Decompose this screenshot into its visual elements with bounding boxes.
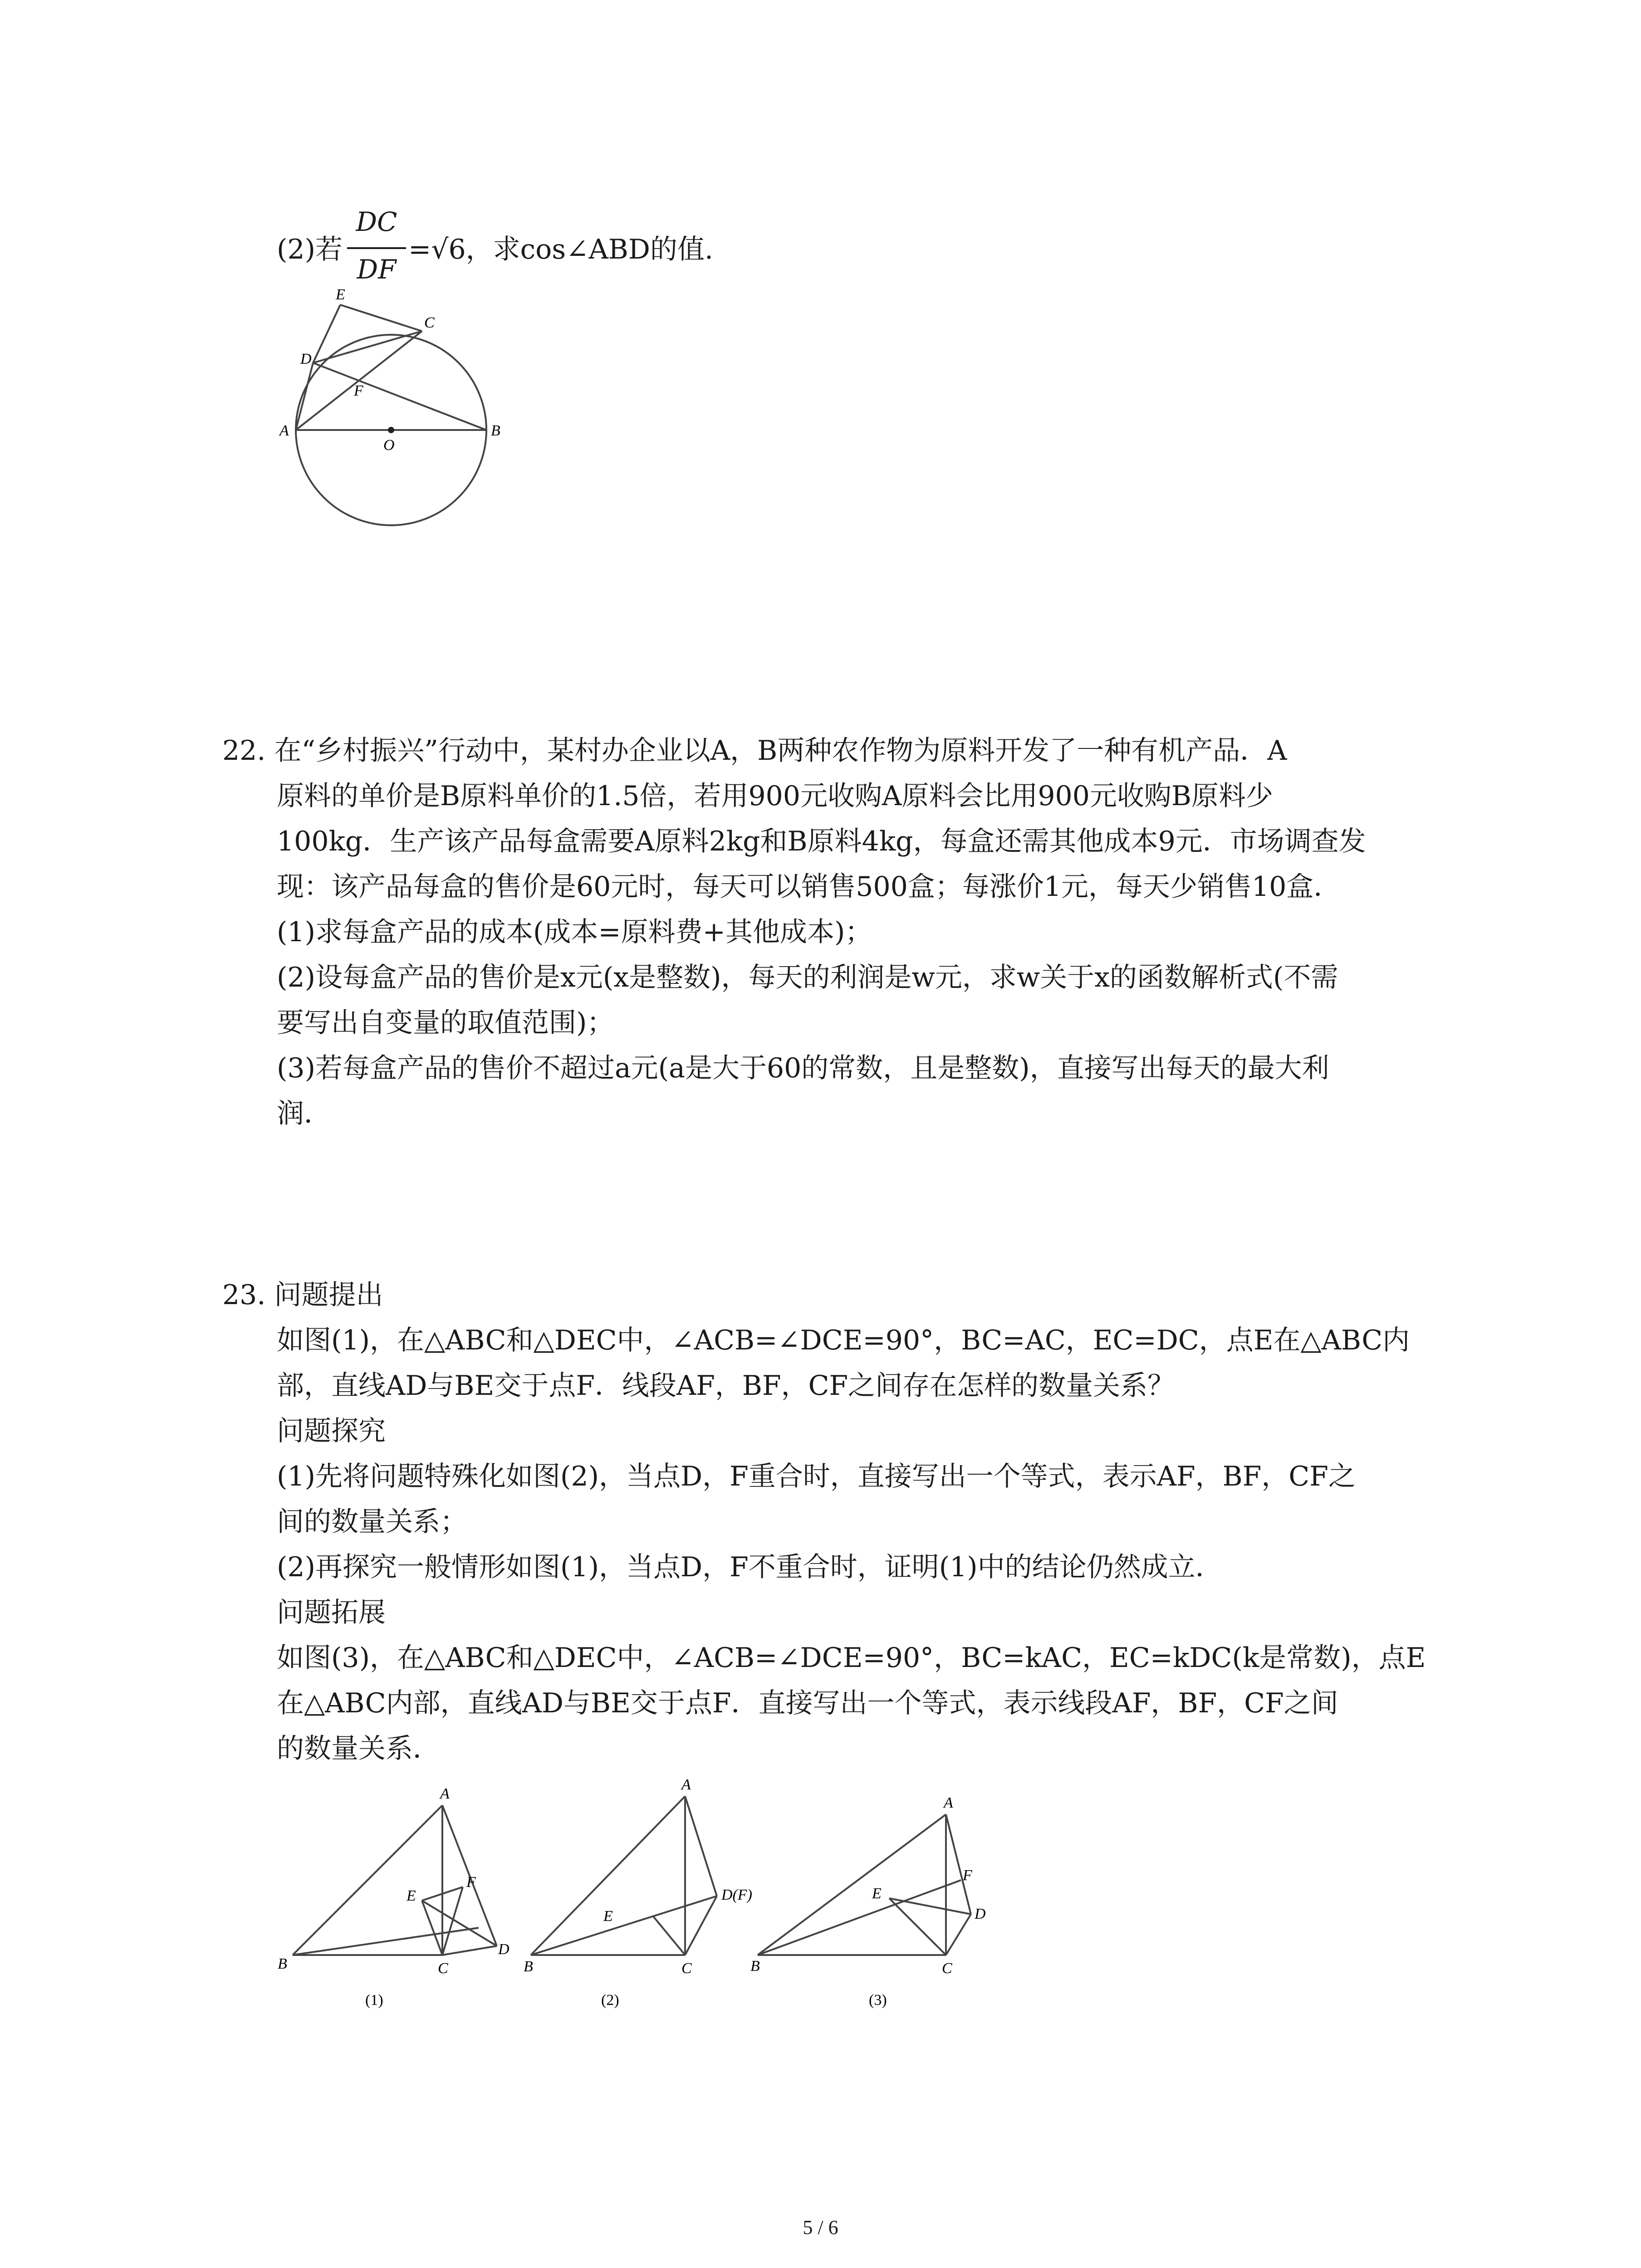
q23-line-1: 如图(1)，在△ABC和△DEC中，∠ACB=∠DCE=90°，BC=AC，EC=DC，点E在△ABC内: [277, 1325, 1410, 1356]
q23-line-4: (1)先将问题特殊化如图(2)，当点D，F重合时，直接写出一个等式，表示AF，BF，CF之: [277, 1461, 1356, 1492]
fig1-label-c: C: [438, 1960, 448, 1977]
fig2-label-e: E: [603, 1908, 613, 1925]
fig3-label-b: B: [750, 1958, 760, 1975]
q22-line-0: 22. 在“乡村振兴”行动中，某村办企业以A，B两种农作物为原料开发了一种有机产品．A: [222, 735, 1287, 767]
fig2-label-df: D(F): [721, 1887, 752, 1903]
fig1-label-d: D: [498, 1941, 509, 1958]
q21-part2-rhs: =√6，求cos∠ABD的值.: [408, 234, 714, 265]
figure-2: [517, 1760, 753, 2014]
q22-line-8: 润．: [277, 1098, 331, 1129]
q23-line-8: 如图(3)，在△ABC和△DEC中，∠ACB=∠DCE=90°，BC=kAC，EC=kDC(k是常数)，点E: [277, 1642, 1426, 1674]
label-f: F: [354, 382, 363, 399]
fig1-label-e: E: [407, 1887, 416, 1904]
figure-3: [744, 1787, 1034, 2014]
fraction-denominator: DF: [357, 254, 397, 285]
segment-ac: [296, 331, 422, 430]
segment-ec: [340, 305, 422, 331]
circle-figure: [272, 286, 526, 540]
fig3-caption: (3): [869, 1992, 887, 2009]
page-number: 5 / 6: [803, 2216, 838, 2239]
fraction-bar: [347, 247, 406, 249]
q22-line-6: 要写出自变量的取值范围)；: [277, 1007, 614, 1039]
fig2-label-c: C: [681, 1960, 692, 1977]
segment-dc: [313, 331, 422, 363]
q22-line-2: 100kg．生产该产品每盒需要A原料2kg和B原料4kg，每盒还需其他成本9元．市场调查发: [277, 826, 1366, 857]
fig1-label-a: A: [440, 1785, 450, 1802]
segment-ed: [313, 305, 340, 363]
fig3-label-a: A: [944, 1794, 953, 1811]
q23-line-3: 问题探究: [277, 1415, 386, 1447]
fig3-label-f: F: [963, 1867, 972, 1884]
label-a: A: [279, 422, 289, 439]
fig3-label-e: E: [872, 1885, 882, 1902]
fig1-caption: (1): [365, 1992, 383, 2009]
q23-line-0: 23. 问题提出: [222, 1279, 383, 1311]
q22-line-4: (1)求每盒产品的成本(成本=原料费+其他成本)；: [277, 916, 872, 948]
q22-line-3: 现：该产品每盒的售价是60元时，每天可以销售500盒；每涨价1元，每天少销售10盒．: [277, 871, 1341, 903]
q22-line-5: (2)设每盒产品的售价是x元(x是整数)，每天的利润是w元，求w关于x的函数解析式(不需: [277, 962, 1338, 993]
fraction-numerator: DC: [356, 206, 397, 237]
q23-line-6: (2)再探究一般情形如图(1)，当点D，F不重合时，证明(1)中的结论仍然成立．: [277, 1551, 1223, 1583]
fig3-label-d: D: [975, 1906, 986, 1922]
q23-line-9: 在△ABC内部，直线AD与BE交于点F．直接写出一个等式，表示线段AF，BF，CF之间: [277, 1687, 1338, 1719]
q23-line-2: 部，直线AD与BE交于点F．线段AF，BF，CF之间存在怎样的数量关系？: [277, 1370, 1175, 1402]
label-b: B: [491, 422, 500, 439]
fig1-label-b: B: [278, 1955, 287, 1972]
fig2-label-a: A: [681, 1776, 691, 1793]
q21-part2-prefix: (2)若: [277, 234, 343, 265]
center-dot: [388, 427, 394, 433]
label-o: O: [383, 437, 395, 454]
fig2-label-b: B: [524, 1958, 533, 1975]
figure-1: [272, 1778, 526, 2014]
label-c: C: [424, 314, 435, 331]
q22-line-1: 原料的单价是B原料单价的1.5倍，若用900元收购A原料会比用900元收购B原料少: [277, 780, 1273, 812]
q23-line-10: 的数量关系．: [277, 1733, 440, 1765]
fig2-caption: (2): [601, 1992, 619, 2009]
fig3-label-c: C: [942, 1960, 952, 1977]
label-e: E: [336, 286, 345, 303]
q23-line-7: 问题拓展: [277, 1597, 386, 1628]
q22-line-7: (3)若每盒产品的售价不超过a元(a是大于60的常数，且是整数)，直接写出每天的最大利: [277, 1052, 1329, 1084]
segment-ad: [296, 363, 313, 430]
fig1-label-f: F: [466, 1874, 476, 1891]
q23-line-5: 间的数量关系；: [277, 1506, 467, 1538]
label-d: D: [300, 351, 312, 367]
